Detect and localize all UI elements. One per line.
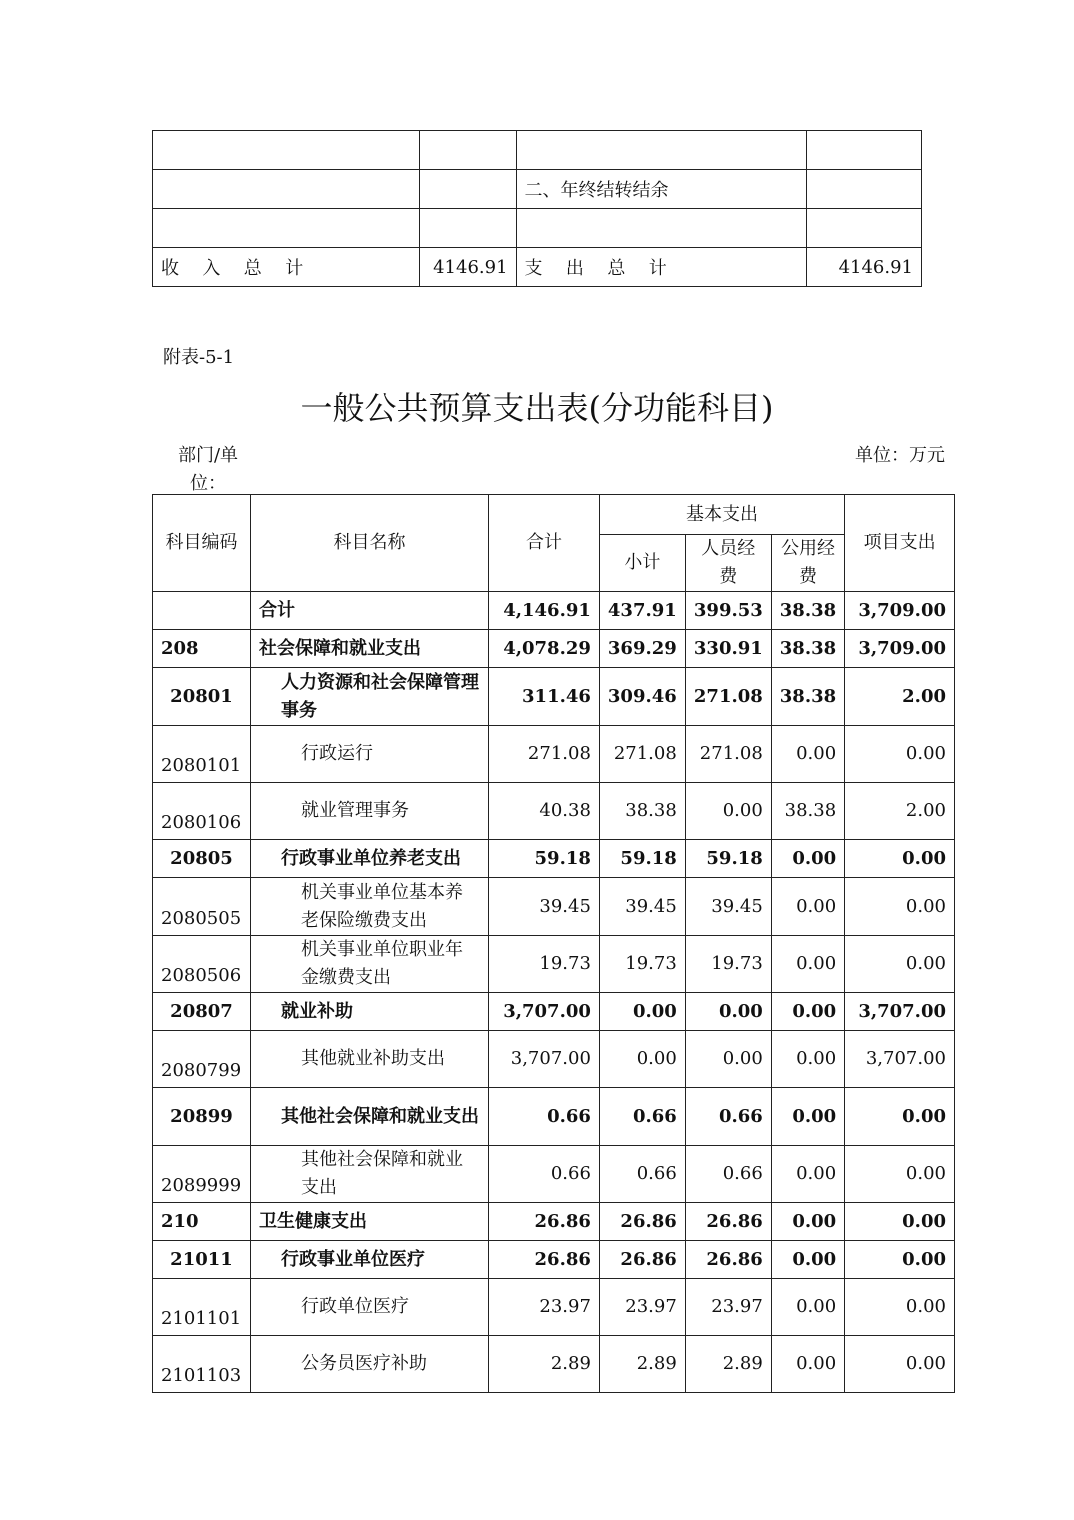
unit-label: 单位：万元 — [855, 445, 945, 466]
row-project: 3,709.00 — [845, 630, 955, 668]
row-public: 0.00 — [771, 1146, 844, 1203]
row-project: 0.00 — [845, 1336, 955, 1393]
table-row — [153, 592, 955, 630]
summary-cell — [807, 170, 922, 209]
table-row — [153, 1088, 955, 1146]
row-name: 公务员医疗补助 — [250, 1336, 488, 1393]
summary-table — [152, 130, 922, 287]
row-personnel: 0.66 — [685, 1146, 771, 1203]
row-total: 23.97 — [489, 1279, 600, 1336]
table-row — [153, 1279, 955, 1336]
row-total: 26.86 — [489, 1241, 600, 1279]
row-subtotal: 271.08 — [599, 726, 685, 783]
row-name: 行政单位医疗 — [250, 1279, 488, 1336]
row-code: 2101103 — [153, 1336, 251, 1393]
row-personnel: 330.91 — [685, 630, 771, 668]
row-public: 0.00 — [771, 1203, 844, 1241]
row-code: 20899 — [153, 1088, 251, 1146]
row-subtotal: 2.89 — [599, 1336, 685, 1393]
table-row — [153, 1031, 955, 1088]
row-personnel: 19.73 — [685, 936, 771, 993]
row-public: 0.00 — [771, 936, 844, 993]
table-row — [153, 1336, 955, 1393]
summary-row — [153, 131, 922, 170]
row-total: 0.66 — [489, 1088, 600, 1146]
row-name: 行政事业单位养老支出 — [250, 840, 488, 878]
header-project: 项目支出 — [845, 495, 955, 592]
row-total: 26.86 — [489, 1203, 600, 1241]
row-public: 0.00 — [771, 1241, 844, 1279]
header-personnel: 人员经费 — [685, 535, 771, 592]
row-subtotal: 309.46 — [599, 668, 685, 726]
row-personnel: 26.86 — [685, 1241, 771, 1279]
row-code: 2080106 — [153, 783, 251, 840]
row-personnel: 271.08 — [685, 668, 771, 726]
summary-cell — [516, 131, 807, 170]
summary-total-row — [153, 248, 922, 287]
row-subtotal: 39.45 — [599, 878, 685, 936]
row-name: 卫生健康支出 — [250, 1203, 488, 1241]
summary-cell: 二、年终结转结余 — [516, 170, 807, 209]
header-name: 科目名称 — [250, 495, 488, 592]
row-subtotal: 0.66 — [599, 1146, 685, 1203]
row-name: 合计 — [250, 592, 488, 630]
row-public: 0.00 — [771, 1279, 844, 1336]
expense-total-label: 支 出 总 计 — [516, 248, 807, 287]
row-personnel: 0.66 — [685, 1088, 771, 1146]
row-name: 机关事业单位基本养老保险缴费支出 — [250, 878, 488, 936]
row-total: 59.18 — [489, 840, 600, 878]
row-code: 20801 — [153, 668, 251, 726]
table-row — [153, 726, 955, 783]
row-subtotal: 26.86 — [599, 1241, 685, 1279]
row-public: 0.00 — [771, 993, 844, 1031]
row-public: 0.00 — [771, 878, 844, 936]
row-code: 2101101 — [153, 1279, 251, 1336]
income-total-value: 4146.91 — [419, 248, 516, 287]
dept-label: 部门/单位： — [177, 445, 239, 494]
row-subtotal: 59.18 — [599, 840, 685, 878]
row-subtotal: 369.29 — [599, 630, 685, 668]
row-public: 0.00 — [771, 840, 844, 878]
row-personnel: 39.45 — [685, 878, 771, 936]
row-code: 21011 — [153, 1241, 251, 1279]
row-project: 0.00 — [845, 1203, 955, 1241]
header-row — [153, 495, 955, 535]
table-row — [153, 993, 955, 1031]
header-subtotal: 小计 — [599, 535, 685, 592]
row-total: 2.89 — [489, 1336, 600, 1393]
row-personnel: 59.18 — [685, 840, 771, 878]
row-code: 208 — [153, 630, 251, 668]
row-total: 4,078.29 — [489, 630, 600, 668]
table-body — [153, 592, 955, 1393]
row-name: 其他就业补助支出 — [250, 1031, 488, 1088]
row-project: 0.00 — [845, 1088, 955, 1146]
row-total: 19.73 — [489, 936, 600, 993]
row-name: 行政事业单位医疗 — [250, 1241, 488, 1279]
row-public: 0.00 — [771, 1088, 844, 1146]
row-code: 2080101 — [153, 726, 251, 783]
row-subtotal: 0.66 — [599, 1088, 685, 1146]
row-public: 38.38 — [771, 668, 844, 726]
row-code: 2089999 — [153, 1146, 251, 1203]
summary-cell — [153, 209, 420, 248]
summary-cell — [807, 131, 922, 170]
row-total: 3,707.00 — [489, 993, 600, 1031]
table-row — [153, 1241, 955, 1279]
row-project: 3,709.00 — [845, 592, 955, 630]
summary-cell — [419, 131, 516, 170]
row-total: 3,707.00 — [489, 1031, 600, 1088]
row-project: 0.00 — [845, 726, 955, 783]
row-personnel: 0.00 — [685, 783, 771, 840]
header-total: 合计 — [489, 495, 600, 592]
row-project: 0.00 — [845, 878, 955, 936]
row-code: 2080799 — [153, 1031, 251, 1088]
row-total: 0.66 — [489, 1146, 600, 1203]
row-code: 210 — [153, 1203, 251, 1241]
row-name: 行政运行 — [250, 726, 488, 783]
row-code: 20807 — [153, 993, 251, 1031]
summary-cell — [807, 209, 922, 248]
row-code — [153, 592, 251, 630]
table-row — [153, 668, 955, 726]
row-total: 39.45 — [489, 878, 600, 936]
row-subtotal: 26.86 — [599, 1203, 685, 1241]
summary-row — [153, 209, 922, 248]
header-public: 公用经费 — [771, 535, 844, 592]
row-subtotal: 19.73 — [599, 936, 685, 993]
row-personnel: 26.86 — [685, 1203, 771, 1241]
header-code: 科目编码 — [153, 495, 251, 592]
row-name: 人力资源和社会保障管理事务 — [250, 668, 488, 726]
table-row — [153, 840, 955, 878]
row-project: 0.00 — [845, 840, 955, 878]
row-subtotal: 0.00 — [599, 1031, 685, 1088]
row-personnel: 23.97 — [685, 1279, 771, 1336]
table-row — [153, 1146, 955, 1203]
row-personnel: 0.00 — [685, 993, 771, 1031]
row-public: 38.38 — [771, 783, 844, 840]
row-public: 38.38 — [771, 592, 844, 630]
annex-label: 附表-5-1 — [163, 347, 235, 368]
summary-cell — [516, 209, 807, 248]
row-project: 0.00 — [845, 936, 955, 993]
table-row — [153, 630, 955, 668]
row-code: 20805 — [153, 840, 251, 878]
row-project: 3,707.00 — [845, 1031, 955, 1088]
row-public: 0.00 — [771, 1336, 844, 1393]
row-project: 0.00 — [845, 1241, 955, 1279]
row-project: 0.00 — [845, 1279, 955, 1336]
row-name: 社会保障和就业支出 — [250, 630, 488, 668]
row-name: 其他社会保障和就业支出 — [250, 1088, 488, 1146]
row-personnel: 0.00 — [685, 1031, 771, 1088]
row-project: 2.00 — [845, 668, 955, 726]
table-row — [153, 783, 955, 840]
summary-cell — [153, 131, 420, 170]
row-project: 3,707.00 — [845, 993, 955, 1031]
row-total: 271.08 — [489, 726, 600, 783]
row-subtotal: 23.97 — [599, 1279, 685, 1336]
row-personnel: 271.08 — [685, 726, 771, 783]
expense-total-value: 4146.91 — [807, 248, 922, 287]
row-project: 2.00 — [845, 783, 955, 840]
row-subtotal: 437.91 — [599, 592, 685, 630]
row-personnel: 2.89 — [685, 1336, 771, 1393]
page-title: 一般公共预算支出表(分功能科目) — [300, 389, 774, 427]
table-row — [153, 936, 955, 993]
summary-row — [153, 170, 922, 209]
row-total: 4,146.91 — [489, 592, 600, 630]
row-name: 就业补助 — [250, 993, 488, 1031]
row-code: 2080505 — [153, 878, 251, 936]
expenditure-table — [152, 494, 955, 1393]
table-row — [153, 878, 955, 936]
row-public: 0.00 — [771, 726, 844, 783]
row-name: 其他社会保障和就业支出 — [250, 1146, 488, 1203]
row-code: 2080506 — [153, 936, 251, 993]
income-total-label: 收 入 总 计 — [153, 248, 420, 287]
summary-cell — [419, 170, 516, 209]
row-project: 0.00 — [845, 1146, 955, 1203]
summary-cell — [153, 170, 420, 209]
row-name: 机关事业单位职业年金缴费支出 — [250, 936, 488, 993]
row-name: 就业管理事务 — [250, 783, 488, 840]
header-basic: 基本支出 — [599, 495, 844, 535]
row-subtotal: 38.38 — [599, 783, 685, 840]
row-public: 38.38 — [771, 630, 844, 668]
row-subtotal: 0.00 — [599, 993, 685, 1031]
table-row — [153, 1203, 955, 1241]
row-total: 311.46 — [489, 668, 600, 726]
row-public: 0.00 — [771, 1031, 844, 1088]
summary-cell — [419, 209, 516, 248]
row-personnel: 399.53 — [685, 592, 771, 630]
row-total: 40.38 — [489, 783, 600, 840]
